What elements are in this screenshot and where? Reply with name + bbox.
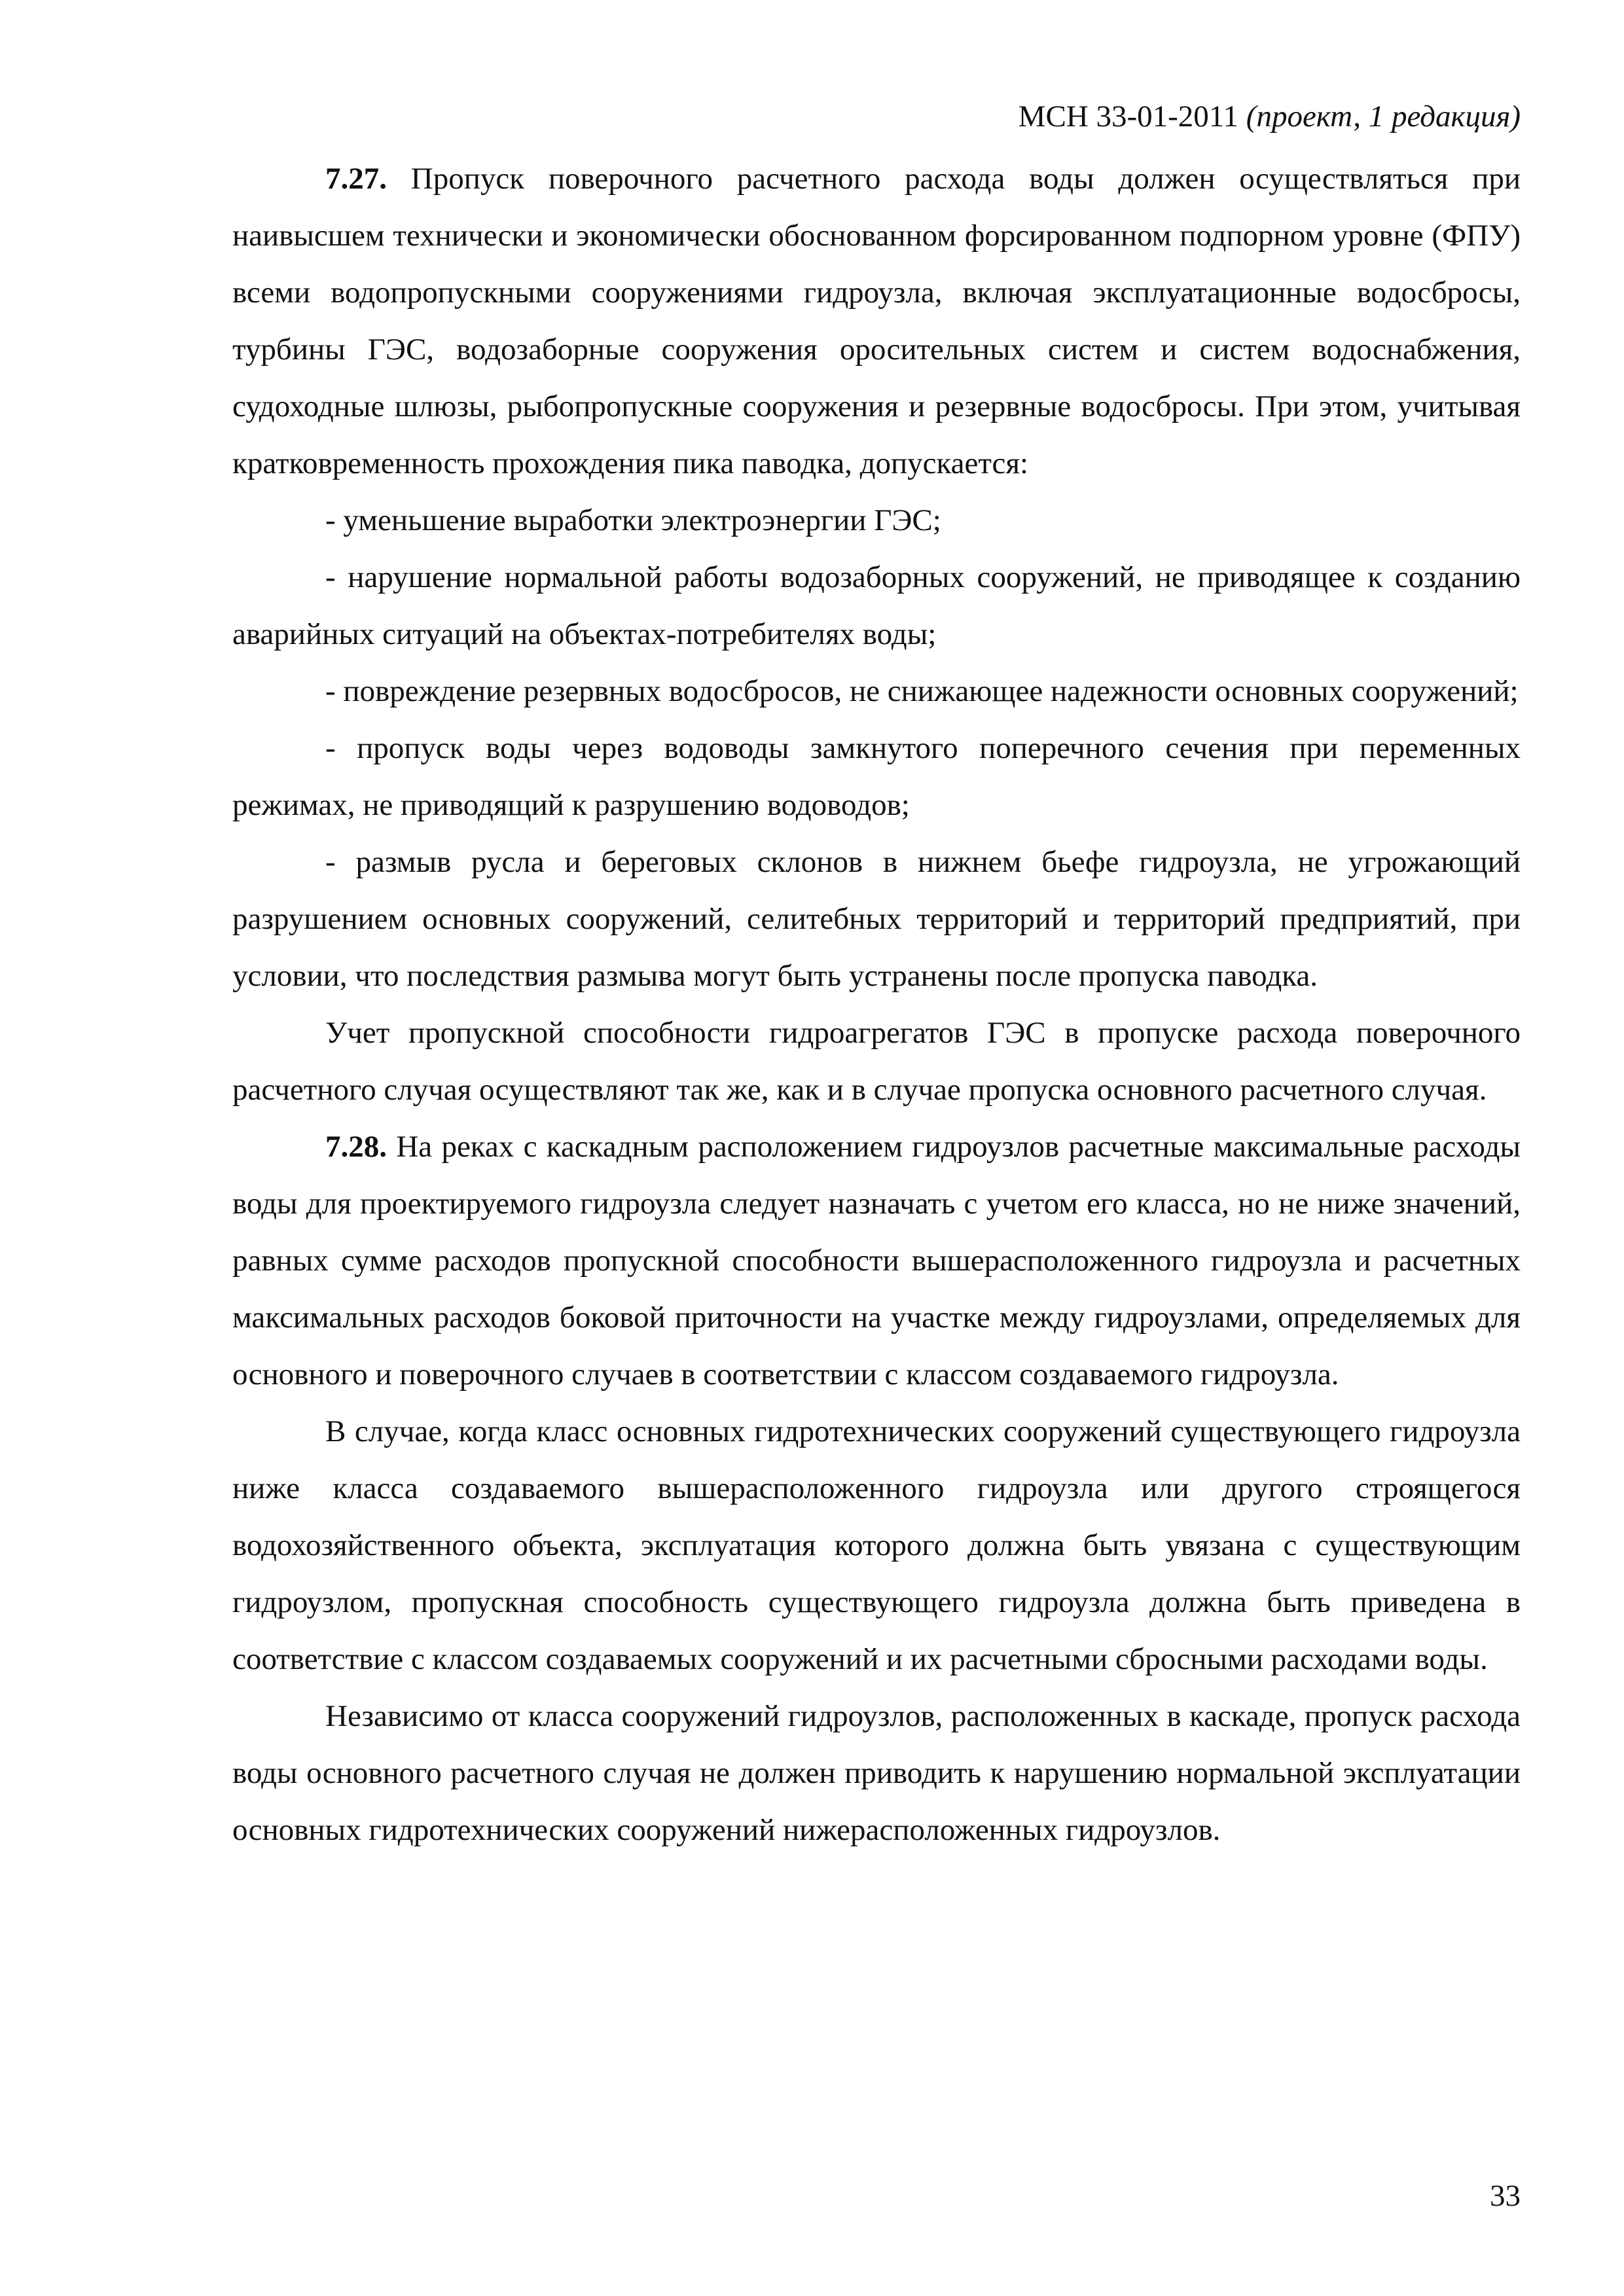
paragraph-text: Независимо от класса сооружений гидроузлов, расположенных в каскаде, пропуск расхода воды основного расчетного случая не должен приводить к нарушению нормальной эксплуатации основных гидротехнических сооружений нижерасположенных гидроузлов.: [232, 1699, 1521, 1847]
paragraph: [232, 1688, 1521, 1859]
paragraph-text: - повреждение резервных водосбросов, не снижающее надежности основных сооружений;: [325, 674, 1519, 708]
clause-7-28: [232, 1119, 1521, 1403]
list-item: [232, 549, 1521, 663]
document-body: [232, 151, 1521, 1859]
list-item: [232, 720, 1521, 834]
list-item: [232, 663, 1521, 720]
clause-number: 7.28.: [325, 1130, 387, 1164]
page-number: 33: [1490, 2179, 1521, 2213]
list-item: [232, 492, 1521, 549]
paragraph-text: - размыв русла и береговых склонов в нижнем бьефе гидроузла, не угрожающий разрушением основных сооружений, селитебных территорий и территорий предприятий, при условии, что последствия размыва могут быть устранены после пропуска паводка.: [232, 845, 1521, 993]
paragraph-text: - пропуск воды через водоводы замкнутого поперечного сечения при переменных режимах, не приводящий к разрушению водоводов;: [232, 731, 1521, 822]
document-code: МСН 33-01-2011: [1018, 99, 1239, 134]
document-edition: (проект, 1 редакция): [1246, 99, 1521, 134]
paragraph-text: Учет пропускной способности гидроагрегатов ГЭС в пропуске расхода поверочного расчетного случая осуществляют так же, как и в случае пропуска основного расчетного случая.: [232, 1016, 1521, 1107]
paragraph-text: - уменьшение выработки электроэнергии ГЭС;: [325, 503, 941, 537]
document-header: [1019, 97, 1521, 136]
paragraph: [232, 1005, 1521, 1119]
clause-7-27: [232, 151, 1521, 492]
paragraph-text: На реках с каскадным расположением гидроузлов расчетные максимальные расходы воды для проектируемого гидроузла следует назначать с учетом его класса, но не ниже значений, равных сумме расходов пропускной способности вышерасположенного гидроузла и расчетных максимальных расходов боковой приточности на участке между гидроузлами, определяемых для основного и поверочного случаев в соответствии с классом создаваемого гидроузла.: [232, 1130, 1521, 1391]
paragraph-text: Пропуск поверочного расчетного расхода воды должен осуществляться при наивысшем технически и экономически обоснованном форсированном подпорном уровне (ФПУ) всеми водопропускными сооружениями гидроузла, включая эксплуатационные водосбросы, турбины ГЭС, водозаборные сооружения оросительных систем и систем водоснабжения, судоходные шлюзы, рыбопропускные сооружения и резервные водосбросы. При этом, учитывая кратковременность прохождения пика паводка, допускается:: [232, 162, 1521, 480]
list-item: [232, 834, 1521, 1005]
paragraph-text: - нарушение нормальной работы водозаборных сооружений, не приводящее к созданию аварийных ситуаций на объектах-потребителях воды;: [232, 560, 1521, 651]
clause-number: 7.27.: [325, 162, 387, 196]
paragraph: [232, 1403, 1521, 1688]
paragraph-text: В случае, когда класс основных гидротехнических сооружений существующего гидроузла ниже класса создаваемого вышерасположенного гидроузла или другого строящегося водохозяйственного объекта, эксплуатация которого должна быть увязана с существующим гидроузлом, пропускная способность существующего гидроузла должна быть приведена в соответствие с классом создаваемых сооружений и их расчетными сбросными расходами воды.: [232, 1414, 1521, 1676]
